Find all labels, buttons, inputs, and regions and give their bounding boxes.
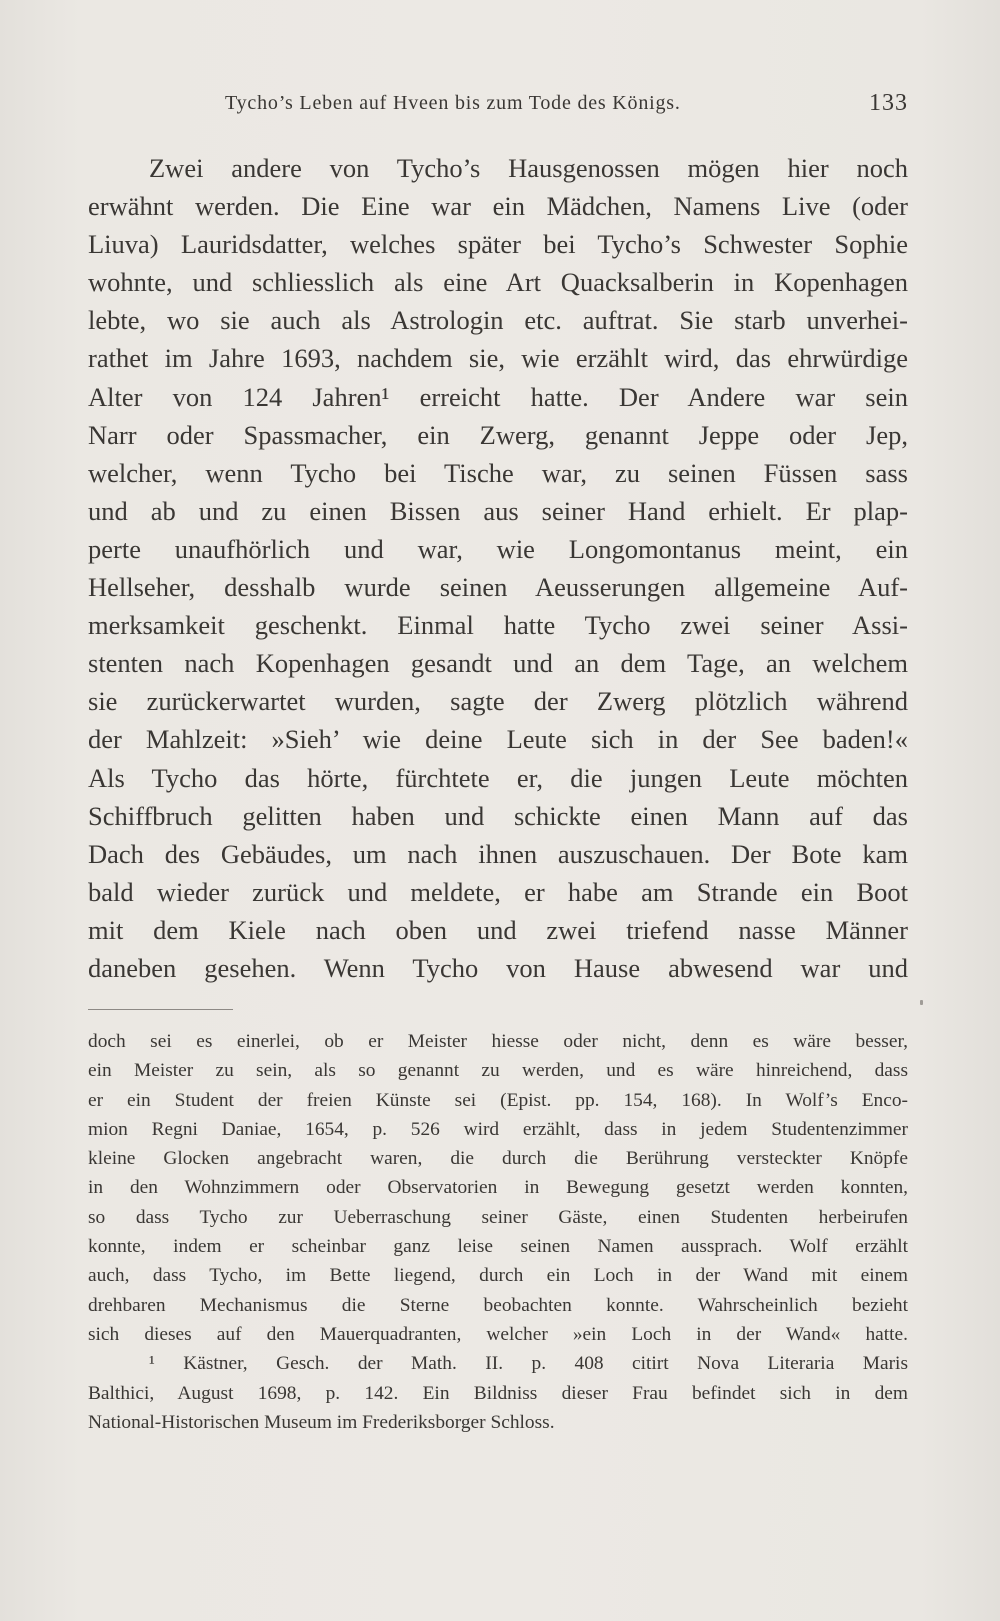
footnote-line: so dass Tycho zur Ueberraschung seiner Gäste, einen Studenten herbeirufen <box>88 1206 908 1228</box>
page-number: 133 <box>869 90 908 116</box>
text-line: Liuva) Lauridsdatter, welches später bei Tycho’s Schwester Sophie <box>88 229 908 260</box>
footnote-line: Balthici, August 1698, p. 142. Ein Bildniss dieser Frau befindet sich in dem <box>88 1382 908 1404</box>
text-line: Als Tycho das hörte, fürchtete er, die jungen Leute möchten <box>88 762 908 793</box>
text-line: lebte, wo sie auch als Astrologin etc. auftrat. Sie starb unverhei- <box>88 305 908 336</box>
footnote-line: in den Wohnzimmern oder Observatorien in Bewegung gesetzt werden konnten, <box>88 1177 908 1199</box>
text-line: welcher, wenn Tycho bei Tische war, zu seinen Füssen sass <box>88 457 908 488</box>
running-head <box>88 92 908 122</box>
text-line: sie zurückerwartet wurden, sagte der Zwerg plötzlich während <box>88 686 908 717</box>
footnote-line: konnte, indem er scheinbar ganz leise seinen Namen aussprach. Wolf erzählt <box>88 1236 908 1258</box>
footnotes <box>88 1027 908 1437</box>
text-line: Dach des Gebäudes, um nach ihnen auszuschauen. Der Bote kam <box>88 838 908 869</box>
running-title: Tycho’s Leben auf Hveen bis zum Tode des Königs. <box>225 92 681 114</box>
footnote-line: kleine Glocken angebracht waren, die durch die Berührung versteckter Knöpfe <box>88 1148 908 1170</box>
footnote-line: ¹ Kästner, Gesch. der Math. II. p. 408 citirt Nova Literaria Maris <box>149 1353 908 1375</box>
text-line: merksamkeit geschenkt. Einmal hatte Tycho zwei seiner Assi- <box>88 610 908 641</box>
footnote-line: drehbaren Mechanismus die Sterne beobachten konnte. Wahrscheinlich bezieht <box>88 1294 908 1316</box>
text-line: Schiffbruch gelitten haben und schickte einen Mann auf das <box>88 800 908 831</box>
main-text <box>88 149 908 987</box>
text-line: Narr oder Spassmacher, ein Zwerg, genannt Jeppe oder Jep, <box>88 419 908 450</box>
text-line: rathet im Jahre 1693, nachdem sie, wie erzählt wird, das ehrwürdige <box>88 343 908 374</box>
text-line: mit dem Kiele nach oben und zwei triefend nasse Männer <box>88 914 908 945</box>
text-line: Hellseher, desshalb wurde seinen Aeusserungen allgemeine Auf- <box>88 572 908 603</box>
footnote-line: doch sei es einerlei, ob er Meister hiesse oder nicht, denn es wäre besser, <box>88 1031 908 1052</box>
page-speck <box>920 1000 923 1005</box>
text-line: und ab und zu einen Bissen aus seiner Hand erhielt. Er plap- <box>88 495 908 526</box>
footnote-line: National-Historischen Museum im Frederiksborger Schloss. <box>88 1411 555 1433</box>
footnote-line: mion Regni Daniae, 1654, p. 526 wird erzählt, dass in jedem Studentenzimmer <box>88 1118 908 1140</box>
footnote-line: ein Meister zu sein, als so genannt zu werden, und es wäre hinreichend, dass <box>88 1060 908 1082</box>
text-line: Zwei andere von Tycho’s Hausgenossen mögen hier noch <box>149 153 908 183</box>
footnote-line: er ein Student der freien Künste sei (Epist. pp. 154, 168). In Wolf’s Enco- <box>88 1089 908 1111</box>
text-line: Alter von 124 Jahren¹ erreicht hatte. Der Andere war sein <box>88 381 908 412</box>
text-line: erwähnt werden. Die Eine war ein Mädchen, Namens Live (oder <box>88 191 908 222</box>
footnote-line: sich dieses auf den Mauerquadranten, welcher »ein Loch in der Wand« hatte. <box>88 1323 908 1345</box>
text-line: daneben gesehen. Wenn Tycho von Hause abwesend war und <box>88 952 908 983</box>
footnote-line: auch, dass Tycho, im Bette liegend, durch ein Loch in der Wand mit einem <box>88 1265 908 1287</box>
text-line: bald wieder zurück und meldete, er habe am Strande ein Boot <box>88 876 908 907</box>
text-line: der Mahlzeit: »Sieh’ wie deine Leute sich in der See baden!« <box>88 724 908 755</box>
text-line: perte unaufhörlich und war, wie Longomontanus meint, ein <box>88 533 908 564</box>
text-line: wohnte, und schliesslich als eine Art Quacksalberin in Kopenhagen <box>88 267 908 298</box>
footnote-rule <box>88 1009 233 1010</box>
text-line: stenten nach Kopenhagen gesandt und an dem Tage, an welchem <box>88 648 908 679</box>
